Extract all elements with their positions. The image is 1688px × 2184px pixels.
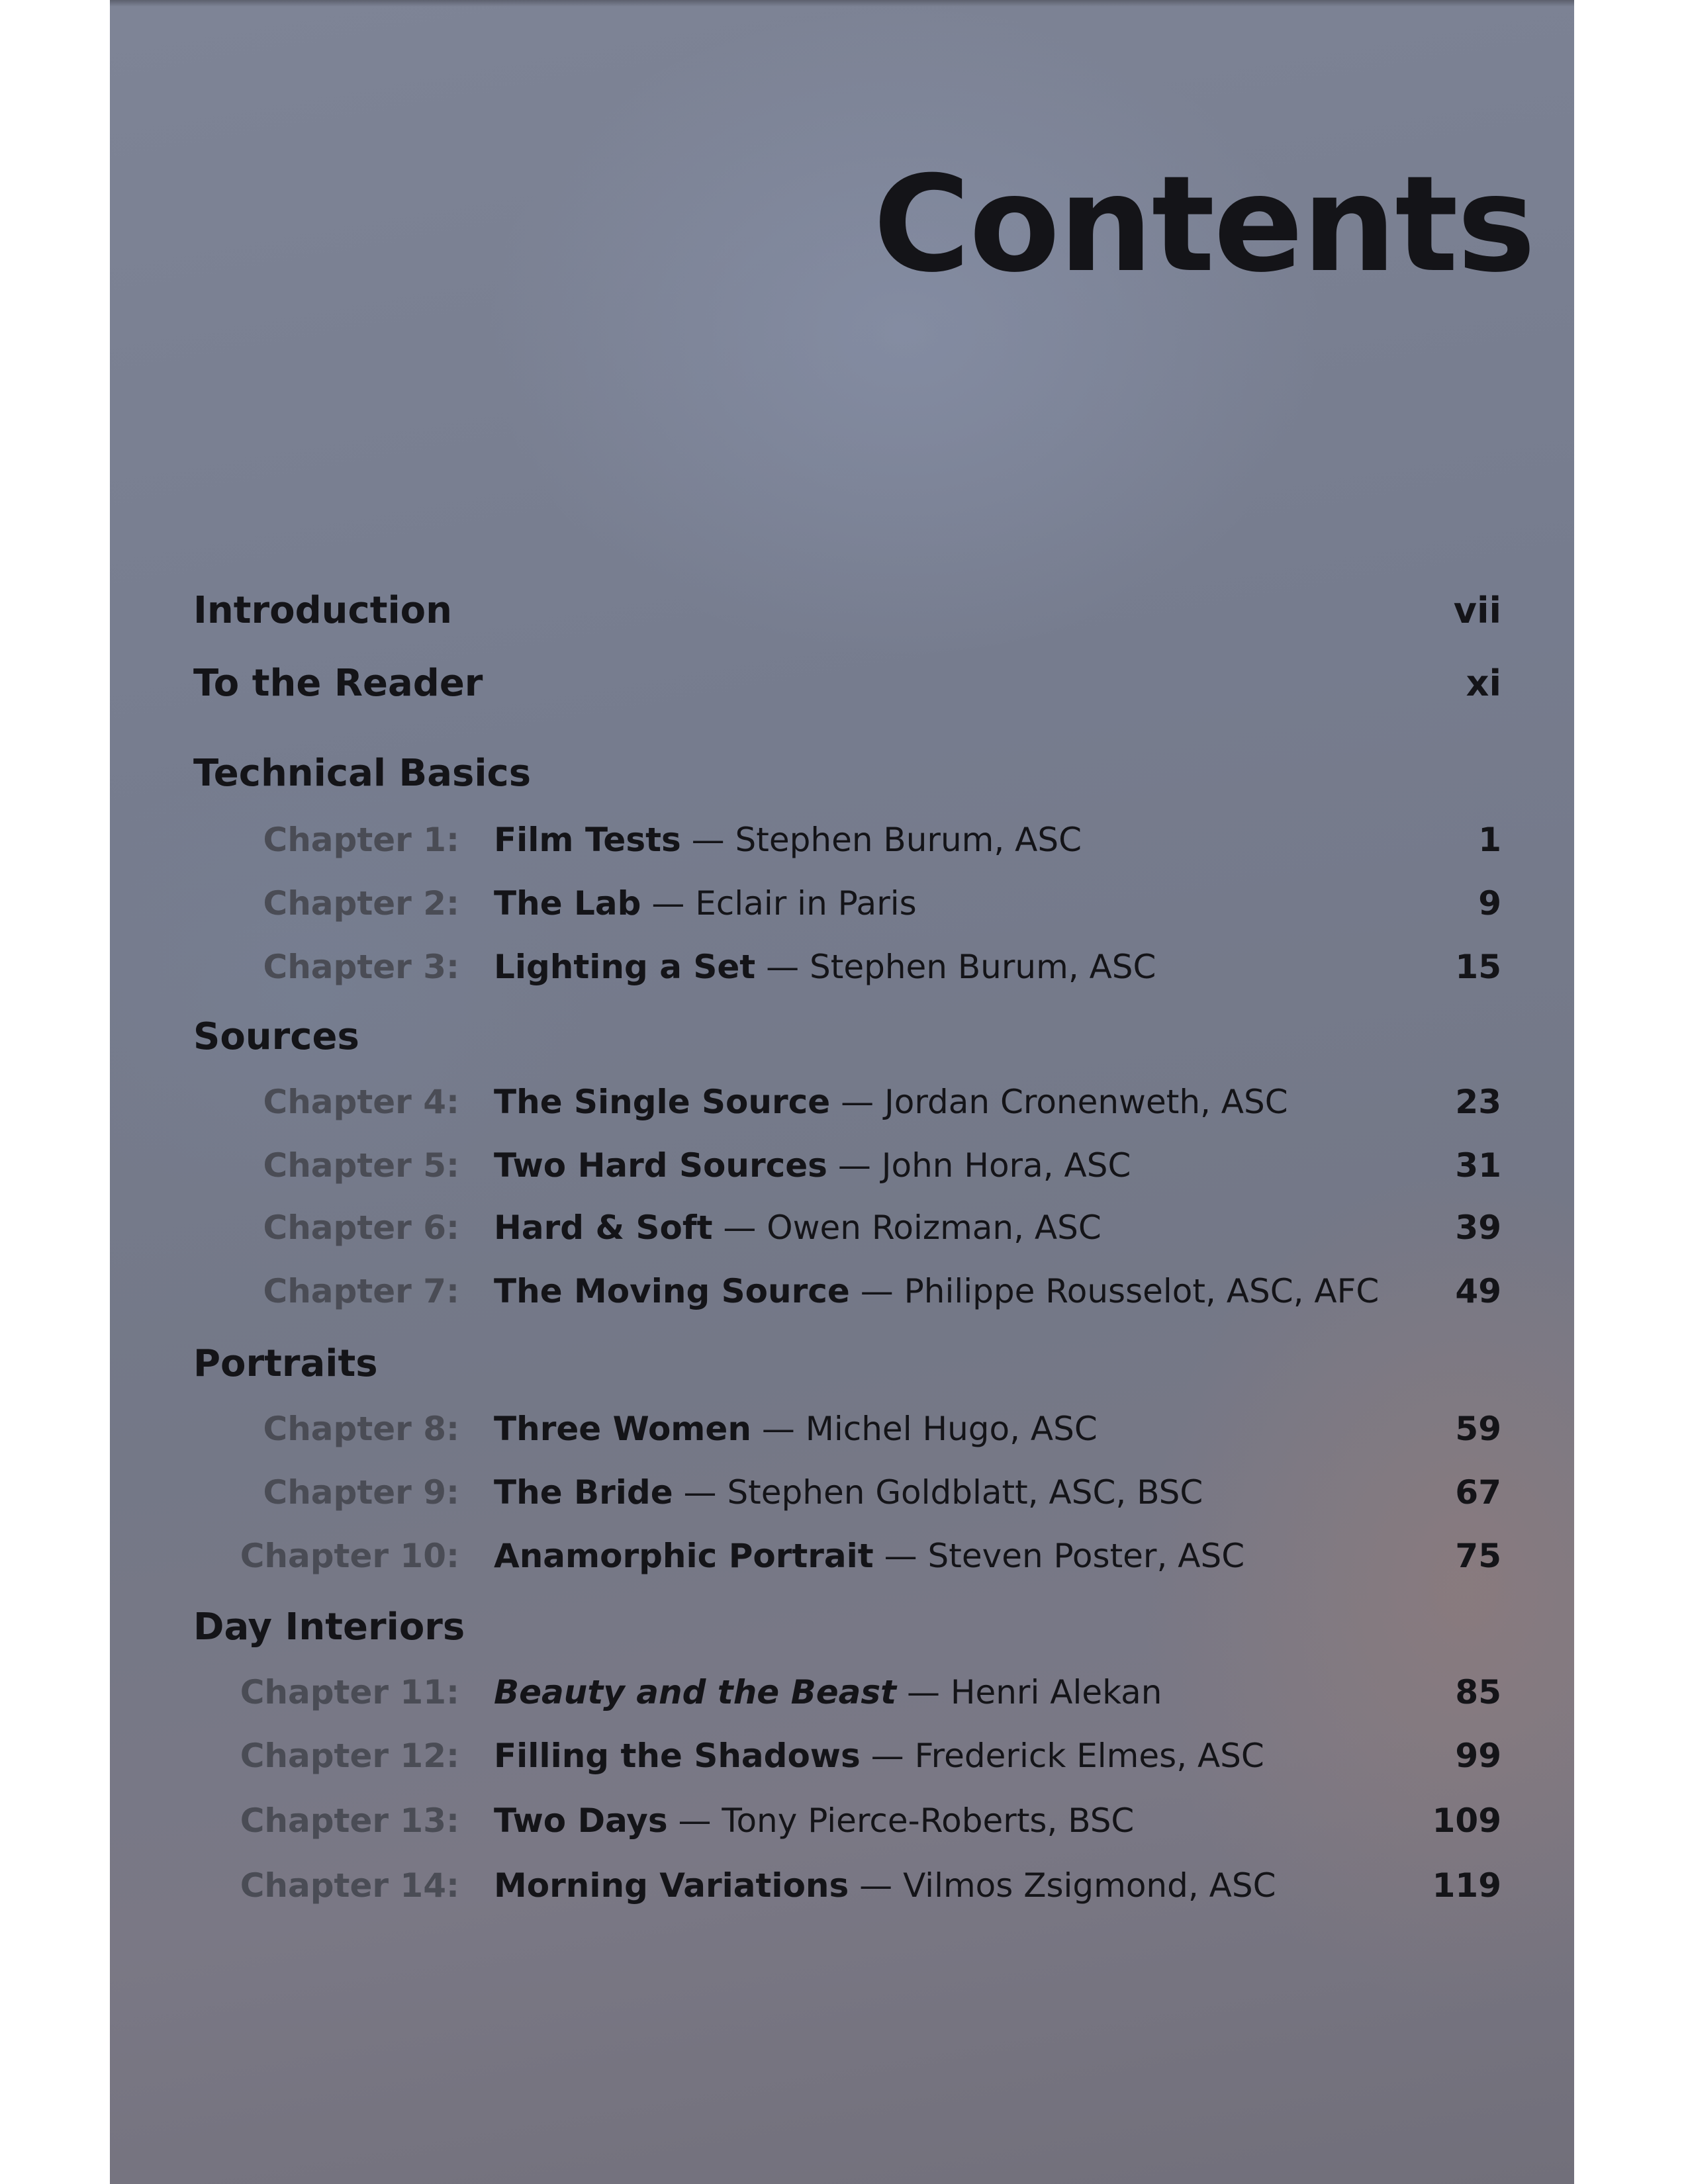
- toc-page-number: 85: [1455, 1673, 1501, 1711]
- toc-chapter-row[interactable]: [110, 1469, 1574, 1516]
- chapter-text: [494, 1142, 1131, 1189]
- chapter-text: [494, 1205, 1102, 1251]
- toc-page-number: 31: [1455, 1146, 1501, 1185]
- toc-page-number: 49: [1455, 1272, 1501, 1310]
- chapter-separator: —: [830, 1083, 884, 1121]
- chapter-text: [494, 1797, 1134, 1844]
- chapter-title: The Lab: [494, 884, 641, 923]
- chapter-text: [494, 1862, 1276, 1909]
- chapter-label: Chapter 5:: [263, 1146, 459, 1185]
- chapter-author: Steven Poster, ASC: [927, 1537, 1245, 1575]
- chapter-text: [494, 880, 917, 927]
- toc-page-number: 59: [1455, 1410, 1501, 1448]
- chapter-label: Chapter 4:: [263, 1083, 459, 1121]
- chapter-text: [494, 1669, 1162, 1715]
- chapter-title: Lighting a Set: [494, 948, 756, 986]
- toc-chapter-row[interactable]: [110, 1733, 1574, 1779]
- chapter-label: Chapter 14:: [240, 1866, 459, 1905]
- toc-chapter-row[interactable]: [110, 1142, 1574, 1189]
- chapter-title: Film Tests: [494, 821, 681, 859]
- chapter-text: [494, 944, 1156, 990]
- chapter-separator: —: [896, 1673, 951, 1711]
- chapter-label: Chapter 12:: [240, 1737, 459, 1775]
- chapter-author: Eclair in Paris: [695, 884, 917, 923]
- toc-chapter-row[interactable]: [110, 1797, 1574, 1844]
- toc-chapter-row[interactable]: [110, 1862, 1574, 1909]
- toc-chapter-row[interactable]: [110, 944, 1574, 990]
- section-heading-day-interiors: [110, 1604, 1574, 1651]
- chapter-label: Chapter 6:: [263, 1208, 459, 1247]
- chapter-label: Chapter 9:: [263, 1473, 459, 1512]
- chapter-separator: —: [860, 1737, 915, 1775]
- toc-page-number: 99: [1455, 1737, 1501, 1775]
- toc-page-number: 75: [1455, 1537, 1501, 1575]
- chapter-author: Tony Pierce-Roberts, BSC: [722, 1801, 1135, 1840]
- toc-chapter-row[interactable]: [110, 1669, 1574, 1715]
- section-heading-sources: [110, 1014, 1574, 1060]
- chapter-separator: —: [755, 948, 810, 986]
- chapter-title: Beauty and the Beast: [494, 1673, 897, 1711]
- toc-page-number: 9: [1478, 884, 1501, 923]
- toc-entry-to-the-reader[interactable]: [110, 660, 1574, 707]
- section-heading: Portraits: [193, 1342, 378, 1385]
- toc-entry-label: Introduction: [193, 589, 453, 632]
- toc-page-number: xi: [1466, 662, 1501, 704]
- chapter-label: Chapter 10:: [240, 1537, 459, 1575]
- section-heading: Technical Basics: [193, 752, 532, 795]
- chapter-separator: —: [673, 1473, 727, 1512]
- toc-page-number: 109: [1432, 1801, 1501, 1840]
- toc-chapter-row[interactable]: [110, 817, 1574, 863]
- chapter-title: The Bride: [494, 1473, 673, 1512]
- page-title: Contents: [873, 148, 1534, 302]
- chapter-separator: —: [873, 1537, 928, 1575]
- toc-page-number: 15: [1455, 948, 1501, 986]
- toc-page-number: vii: [1453, 590, 1501, 631]
- chapter-separator: —: [827, 1146, 882, 1185]
- chapter-author: Stephen Goldblatt, ASC, BSC: [727, 1473, 1203, 1512]
- chapter-title: Hard & Soft: [494, 1208, 713, 1247]
- chapter-text: [494, 1406, 1098, 1452]
- toc-page-number: 119: [1432, 1866, 1501, 1905]
- chapter-text: [494, 1733, 1264, 1779]
- chapter-author: Stephen Burum, ASC: [810, 948, 1156, 986]
- chapter-title: Three Women: [494, 1410, 751, 1448]
- chapter-text: [494, 1469, 1203, 1516]
- toc-chapter-row[interactable]: [110, 1533, 1574, 1579]
- chapter-label: Chapter 2:: [263, 884, 459, 923]
- chapter-title: Filling the Shadows: [494, 1737, 861, 1775]
- chapter-label: Chapter 1:: [263, 821, 459, 859]
- section-heading-technical-basics: [110, 751, 1574, 797]
- chapter-separator: —: [849, 1866, 904, 1905]
- chapter-author: Jordan Cronenweth, ASC: [884, 1083, 1288, 1121]
- toc-page-number: 1: [1478, 821, 1501, 859]
- toc-chapter-row[interactable]: [110, 1205, 1574, 1251]
- toc-page-number: 23: [1455, 1083, 1501, 1121]
- chapter-author: Stephen Burum, ASC: [735, 821, 1082, 859]
- chapter-separator: —: [667, 1801, 722, 1840]
- chapter-author: Vilmos Zsigmond, ASC: [903, 1866, 1276, 1905]
- chapter-text: [494, 1533, 1244, 1579]
- chapter-separator: —: [751, 1410, 806, 1448]
- chapter-text: [494, 1079, 1288, 1125]
- chapter-title: The Moving Source: [494, 1272, 850, 1310]
- chapter-separator: —: [641, 884, 696, 923]
- chapter-title: Morning Variations: [494, 1866, 849, 1905]
- chapter-title: The Single Source: [494, 1083, 831, 1121]
- chapter-label: Chapter 13:: [240, 1801, 459, 1840]
- chapter-author: Frederick Elmes, ASC: [914, 1737, 1264, 1775]
- chapter-author: Henri Alekan: [950, 1673, 1162, 1711]
- toc-chapter-row[interactable]: [110, 880, 1574, 927]
- chapter-label: Chapter 3:: [263, 948, 459, 986]
- toc-page-number: 39: [1455, 1208, 1501, 1247]
- chapter-title: Two Hard Sources: [494, 1146, 827, 1185]
- book-page: [110, 0, 1574, 2184]
- toc-chapter-row[interactable]: [110, 1406, 1574, 1452]
- chapter-author: John Hora, ASC: [881, 1146, 1131, 1185]
- toc-chapter-row[interactable]: [110, 1079, 1574, 1125]
- chapter-label: Chapter 8:: [263, 1410, 459, 1448]
- toc-entry-introduction[interactable]: [110, 588, 1574, 634]
- chapter-separator: —: [849, 1272, 904, 1310]
- toc-entry-label: To the Reader: [193, 662, 483, 705]
- chapter-label: Chapter 7:: [263, 1272, 459, 1310]
- chapter-text: [494, 817, 1082, 863]
- section-heading-portraits: [110, 1341, 1574, 1387]
- toc-page-number: 67: [1455, 1473, 1501, 1512]
- chapter-title: Two Days: [494, 1801, 668, 1840]
- chapter-label: Chapter 11:: [240, 1673, 459, 1711]
- chapter-author: Philippe Rousselot, ASC, AFC: [904, 1272, 1380, 1310]
- chapter-author: Owen Roizman, ASC: [767, 1208, 1102, 1247]
- chapter-author: Michel Hugo, ASC: [805, 1410, 1098, 1448]
- section-heading: Day Interiors: [193, 1606, 465, 1649]
- chapter-separator: —: [712, 1208, 767, 1247]
- chapter-title: Anamorphic Portrait: [494, 1537, 874, 1575]
- toc-chapter-row[interactable]: [110, 1268, 1574, 1314]
- section-heading: Sources: [193, 1015, 359, 1058]
- table-of-contents: [110, 0, 1574, 2184]
- chapter-text: [494, 1268, 1379, 1314]
- chapter-separator: —: [680, 821, 735, 859]
